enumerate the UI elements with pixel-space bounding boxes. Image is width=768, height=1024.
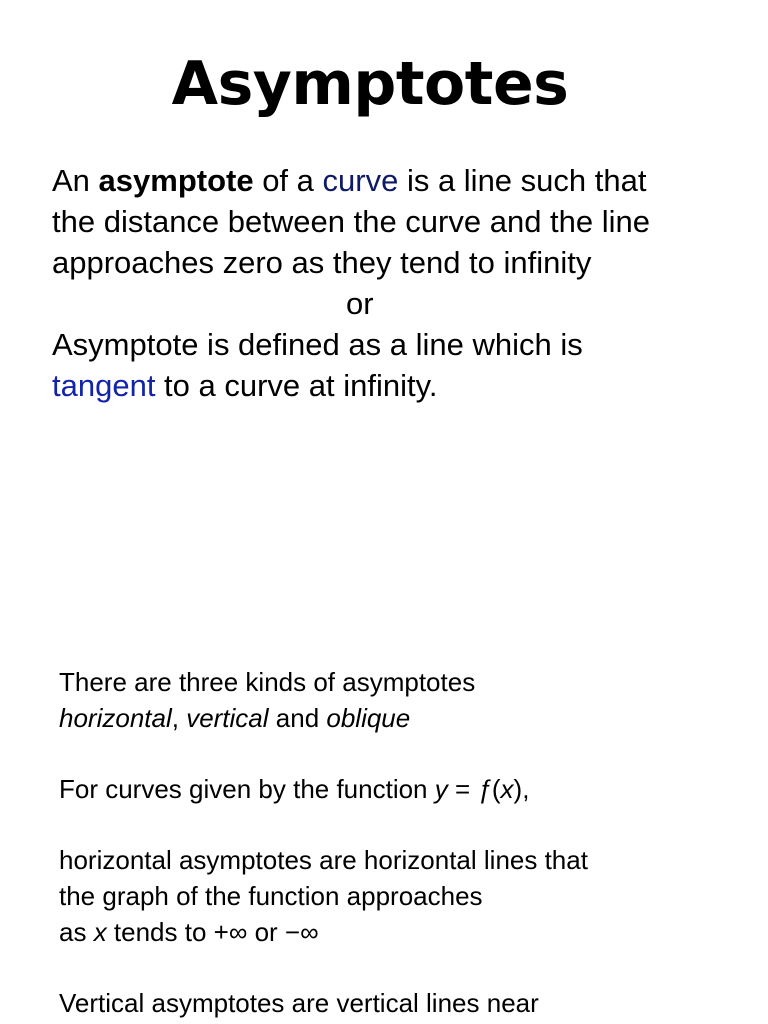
asymptote-term: asymptote xyxy=(98,163,254,198)
horizontal-line-3-x: x xyxy=(93,917,107,947)
definition-line-1 xyxy=(52,160,752,201)
definition-mid: of a xyxy=(253,163,323,198)
kinds-comma: , xyxy=(171,703,187,733)
horizontal-line-3 xyxy=(59,914,749,950)
kinds-list xyxy=(59,700,749,736)
function-f: ƒ xyxy=(477,774,492,804)
kind-oblique: oblique xyxy=(326,703,411,733)
definition-line-4: Asymptote is defined as a line which is xyxy=(52,327,583,362)
slide-title: Asymptotes xyxy=(171,49,569,119)
tangent-link[interactable]: tangent xyxy=(52,368,156,403)
kinds-block xyxy=(59,664,749,1021)
definition-line-2: the distance between the curve and the line xyxy=(52,204,651,239)
vertical-line-1: Vertical asymptotes are vertical lines near xyxy=(59,988,539,1018)
definition-line-5-suffix: to a curve at infinity. xyxy=(155,368,438,403)
definition-prefix: An xyxy=(52,163,99,198)
definition-line-5 xyxy=(52,365,752,406)
function-y: y xyxy=(434,774,448,804)
kinds-and: and xyxy=(268,703,327,733)
function-paren-close: ), xyxy=(513,774,530,804)
horizontal-line-2: the graph of the function approaches xyxy=(59,881,483,911)
horizontal-line-3-prefix: as xyxy=(59,917,94,947)
or-separator: or xyxy=(346,286,374,321)
kind-horizontal: horizontal xyxy=(59,703,172,733)
horizontal-line-3-suffix: tends to +∞ or −∞ xyxy=(106,917,319,947)
curve-link[interactable]: curve xyxy=(322,163,399,198)
function-eq: = xyxy=(447,774,478,804)
definition-suffix: is a line such that xyxy=(398,163,647,198)
spacer xyxy=(59,807,749,842)
definition-line-3: approaches zero as they tend to infinity xyxy=(52,245,592,280)
function-line xyxy=(59,771,749,807)
spacer xyxy=(59,736,749,771)
spacer xyxy=(59,950,749,985)
definition-block xyxy=(52,160,752,406)
kinds-intro: There are three kinds of asymptotes xyxy=(59,667,476,697)
function-paren-open: ( xyxy=(491,774,501,804)
function-prefix: For curves given by the function xyxy=(59,774,435,804)
function-x: x xyxy=(500,774,514,804)
kind-vertical: vertical xyxy=(186,703,269,733)
horizontal-line-1: horizontal asymptotes are horizontal lines that xyxy=(59,845,588,875)
